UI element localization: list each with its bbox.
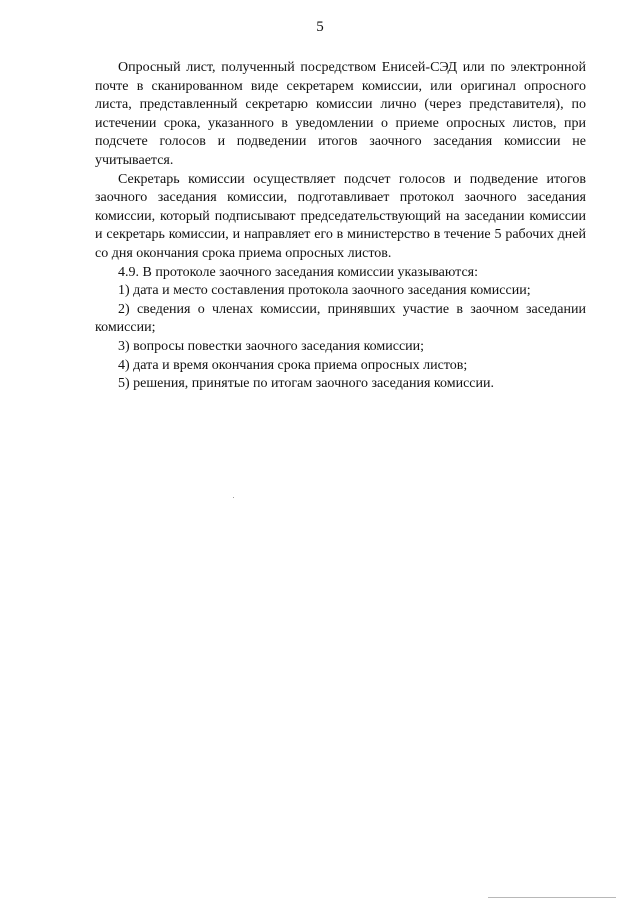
document-body [95,59,586,394]
list-item-1: 1) дата и место составления протокола заочного заседания комиссии; [118,283,531,299]
page-number: 5 [316,19,324,35]
list-item-5: 5) решения, принятые по итогам заочного заседания комиссии. [118,376,494,392]
list-item-3: 3) вопросы повестки заочного заседания комиссии; [118,338,425,354]
list-item-2: 2) сведения о членах комиссии, принявших участие в заочном заседании комиссии; [95,301,586,336]
paragraph-secretary-protocol: Секретарь комиссии осуществляет подсчет голосов и подведение итогов заочного заседания комиссии, подготавливает протокол заочного заседания комиссии, который подписывают председательствующий на заседании комиссии и секретарь комиссии, и направляет его в министерство в течение 5 рабочих дней со дня окончания срока приема опросных листов. [95,171,586,261]
scan-speck [233,497,234,498]
list-item-4: 4) дата и время окончания срока приема опросных листов; [118,357,468,373]
footer-rule [488,897,616,898]
paragraph-clause-4-9: 4.9. В протоколе заочного заседания комиссии указываются: [118,264,478,280]
paragraph-questionnaire-deadline: Опросный лист, полученный посредством Енисей-СЭД или по электронной почте в сканированном виде секретарем комиссии, или оригинал опросного листа, представленный секретарю комиссии лично (через представителя), по истечении срока, указанного в уведомлении о приеме опросных листов, при подсчете голосов и подведении итогов заочного заседания комиссии не учитывается. [95,60,586,168]
